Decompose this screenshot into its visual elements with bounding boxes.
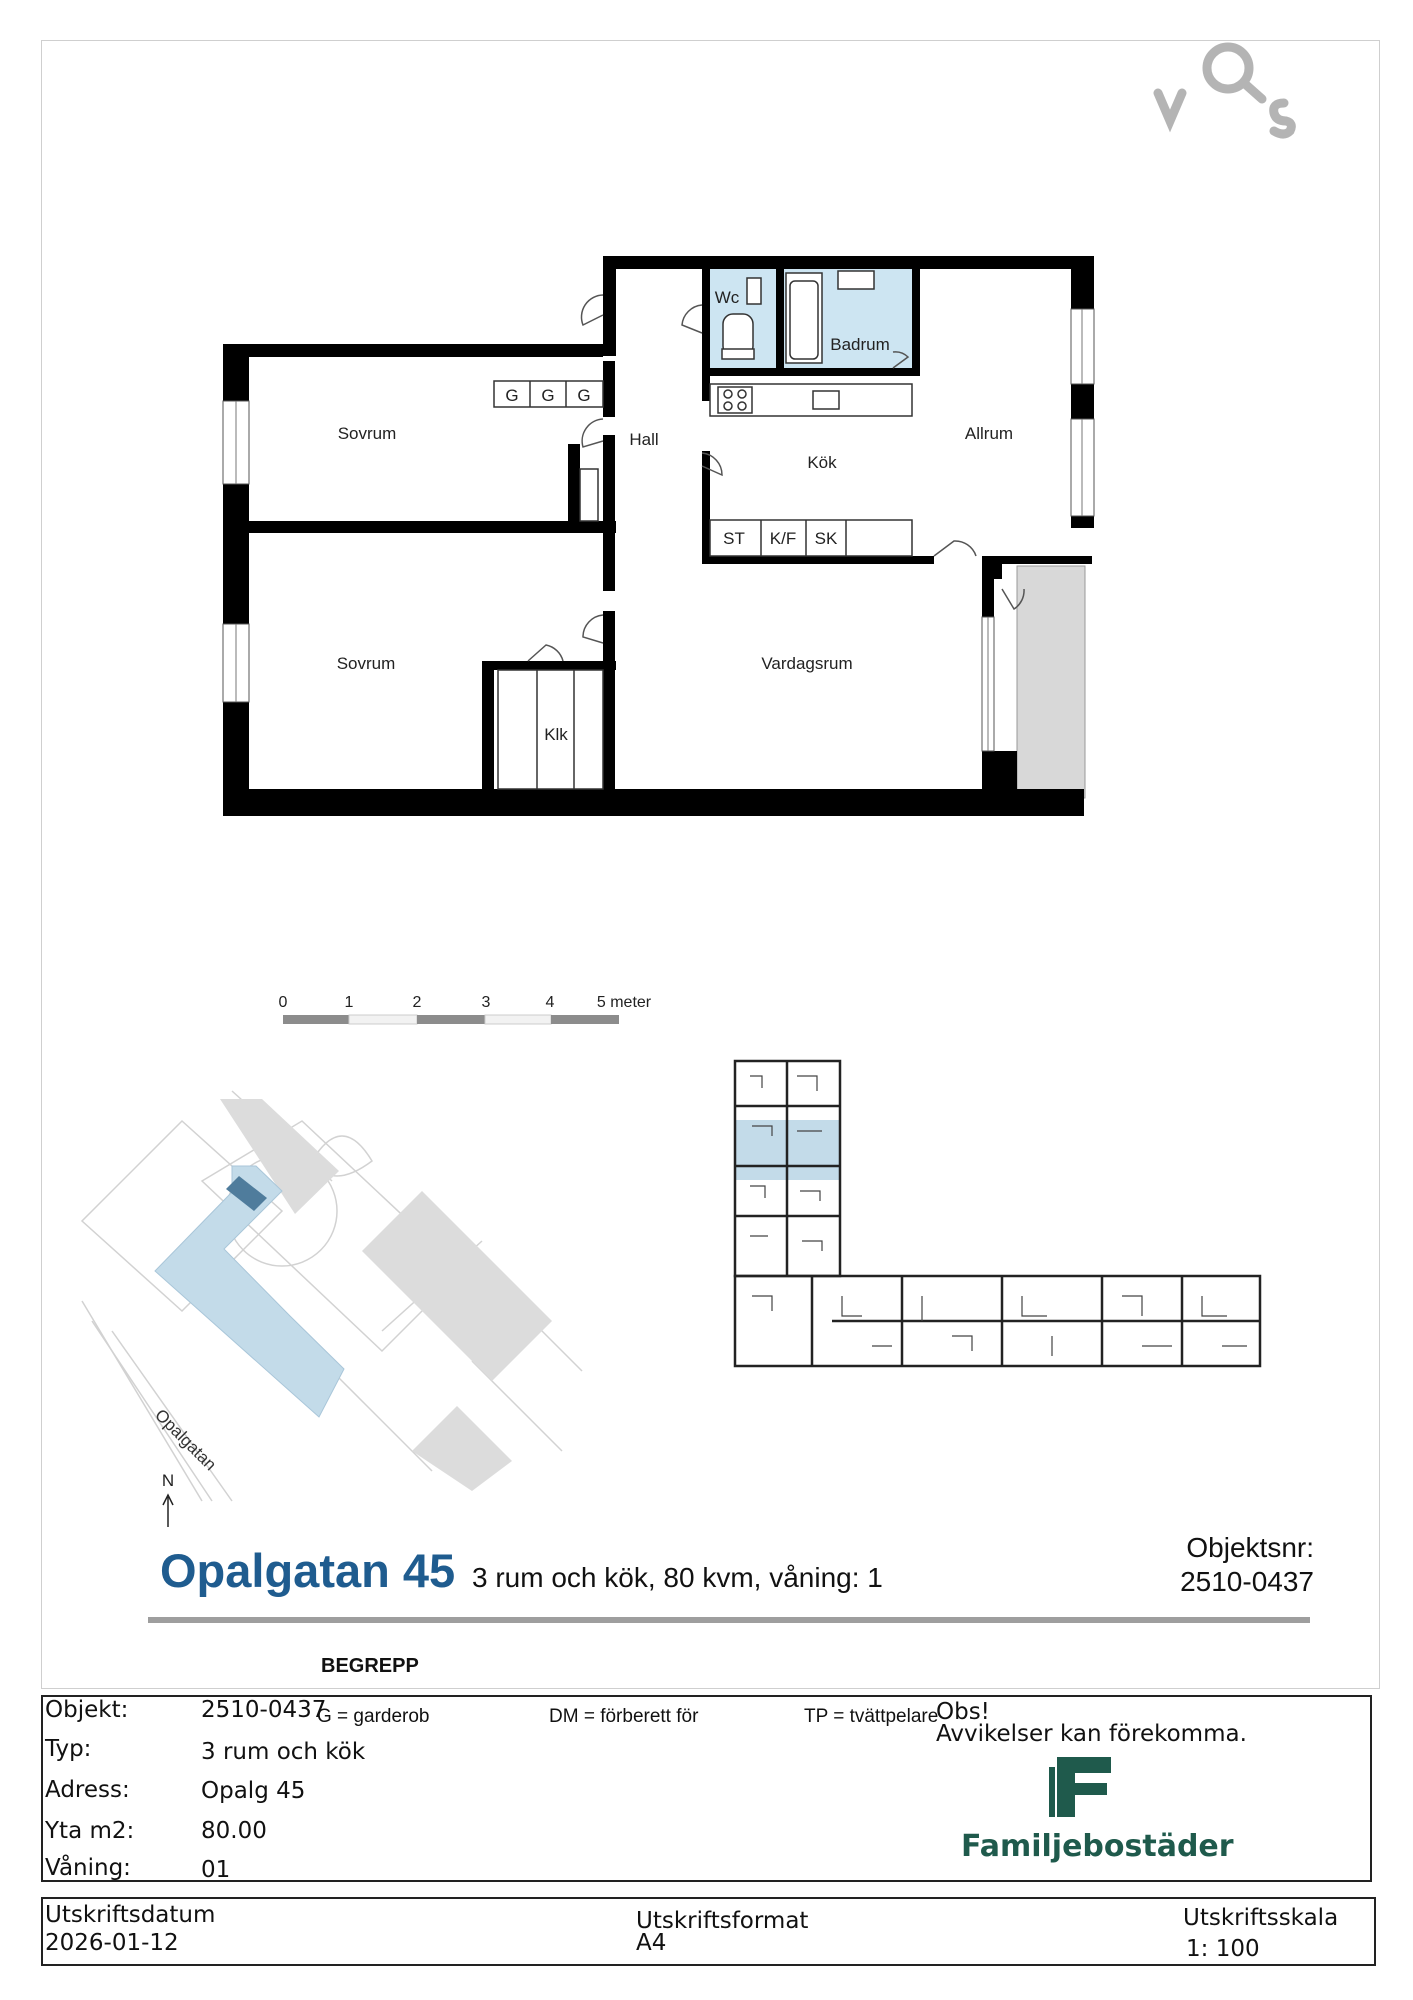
room-label-hall: Hall xyxy=(629,430,659,449)
building-floor-overview xyxy=(722,1046,1322,1376)
print-date-label: Utskriftsdatum xyxy=(45,1902,216,1928)
objektsnr-block xyxy=(1062,1531,1314,1599)
begrepp-item: DM = förberett för xyxy=(549,1706,699,1727)
info-label-vaning: Våning: xyxy=(45,1855,131,1881)
info-label-adress: Adress: xyxy=(45,1777,130,1803)
begrepp-title: BEGREPP xyxy=(321,1655,419,1677)
site-map xyxy=(82,1061,682,1501)
page-subtitle: 3 rum och kök, 80 kvm, våning: 1 xyxy=(472,1562,883,1593)
room-label-sovrum-1: Sovrum xyxy=(337,424,397,443)
info-label-yta: Yta m2: xyxy=(45,1818,135,1844)
appliance-label-st: ST xyxy=(723,529,745,548)
room-label-sovrum-2: Sovrum xyxy=(336,654,396,673)
title-divider xyxy=(148,1617,1310,1623)
familjebostader-logo-text: Familjebostäder xyxy=(961,1829,1234,1864)
room-label-vardagsrum: Vardagsrum xyxy=(761,654,853,673)
obs-title: Obs! xyxy=(936,1699,990,1725)
page-title: Opalgatan 45 xyxy=(160,1544,456,1597)
print-format-value: A4 xyxy=(636,1930,667,1956)
print-format-label: Utskriftsformat xyxy=(636,1908,809,1934)
info-value-vaning: 01 xyxy=(201,1857,231,1883)
info-label-objekt: Objekt: xyxy=(45,1697,129,1723)
scale-tick: 1 xyxy=(344,994,354,1011)
scale-tick: 4 xyxy=(545,994,555,1011)
objektsnr-label: Objektsnr: xyxy=(1186,1532,1314,1563)
scale-tick: 2 xyxy=(412,994,422,1011)
scale-tick: 3 xyxy=(481,994,491,1011)
begrepp-item: TP = tvättpelare xyxy=(804,1706,939,1727)
scale-tick: 0 xyxy=(278,994,288,1011)
appliance-label-sk: SK xyxy=(814,529,838,548)
room-label-kok: Kök xyxy=(807,453,837,472)
room-label-allrum: Allrum xyxy=(964,424,1014,443)
print-info-box xyxy=(41,1897,1376,1966)
familjebostader-logo-icon xyxy=(1049,1757,1115,1821)
street-label: Opalgatan xyxy=(151,1405,221,1475)
wardrobe-label: G xyxy=(577,386,591,405)
objektsnr-value: 2510-0437 xyxy=(1180,1566,1314,1597)
info-value-objekt: 2510-0437 xyxy=(201,1697,327,1723)
print-scale-value: 1: 100 xyxy=(1186,1936,1260,1962)
room-label-badrum: Badrum xyxy=(830,335,890,354)
scale-bar xyxy=(272,989,752,1039)
balcony xyxy=(1017,566,1085,798)
scale-tick: 5 meter xyxy=(596,994,652,1011)
room-label-klk: Klk xyxy=(544,725,568,744)
room-label-wc: Wc xyxy=(714,288,740,307)
object-info-box xyxy=(41,1695,1372,1882)
obs-text: Avvikelser kan förekomma. xyxy=(936,1721,1247,1747)
info-value-adress: Opalg 45 xyxy=(201,1778,306,1804)
wardrobe-label: G xyxy=(505,386,519,405)
info-value-typ: 3 rum och kök xyxy=(201,1739,366,1765)
print-scale-label: Utskriftsskala xyxy=(1183,1905,1339,1931)
appliance-label-kf: K/F xyxy=(769,529,797,548)
info-label-typ: Typ: xyxy=(45,1736,92,1762)
info-value-yta: 80.00 xyxy=(201,1818,267,1844)
print-date-value: 2026-01-12 xyxy=(45,1930,179,1956)
north-arrow-icon xyxy=(163,1495,173,1527)
begrepp-item: G = garderob xyxy=(317,1706,430,1727)
wardrobe-label: G xyxy=(541,386,555,405)
north-label: N xyxy=(161,1471,175,1490)
apartment-floor-plan xyxy=(42,41,1379,841)
